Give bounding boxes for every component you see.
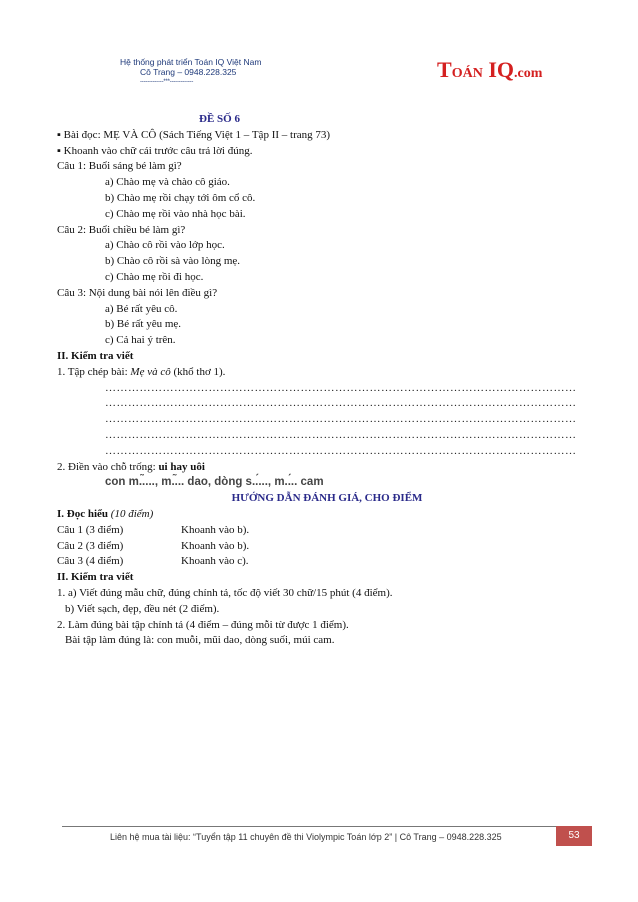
header-line-2: Cô Trang – 0948.228.325 bbox=[140, 67, 237, 77]
answer-row: Câu 3 (4 điểm) Khoanh vào c). bbox=[57, 555, 249, 568]
guide-writing-heading: II. Kiểm tra viết bbox=[57, 571, 134, 584]
question-1-option-a: a) Chào mẹ và chào cô giáo. bbox=[105, 176, 230, 189]
writing-task-2: 2. Điền vào chỗ trống: ui hay uôi bbox=[57, 460, 205, 473]
writing-heading: II. Kiểm tra viết bbox=[57, 349, 134, 362]
guide-writing-2: 2. Làm đúng bài tập chính tả (4 điểm – đúng mỗi từ được 1 điểm). bbox=[57, 618, 349, 631]
footer-divider bbox=[62, 826, 556, 827]
writing-line-4: …………………………………………………………………………………………………………… bbox=[105, 428, 577, 441]
question-2-option-a: a) Chào cô rồi vào lớp học. bbox=[105, 239, 225, 252]
toaniq-logo: TOÁN IQ.com bbox=[437, 57, 543, 82]
question-3-option-b: b) Bé rất yêu mẹ. bbox=[105, 318, 182, 331]
writing-line-1: …………………………………………………………………………………………………………… bbox=[105, 381, 577, 394]
guide-title: HƯỚNG DẪN ĐÁNH GIÁ, CHO ĐIỂM bbox=[231, 492, 423, 505]
question-3: Câu 3: Nội dung bài nói lên điều gì? bbox=[57, 286, 218, 299]
question-1-option-b: b) Chào mẹ rồi chạy tới ôm cổ cô. bbox=[105, 191, 256, 204]
question-2-option-b: b) Chào cô rồi sà vào lòng mẹ. bbox=[105, 255, 241, 268]
guide-reading-heading: I. Đọc hiểu (10 điểm) bbox=[57, 507, 154, 520]
writing-line-5: …………………………………………………………………………………………………………… bbox=[105, 444, 577, 457]
question-3-option-c: c) Cả hai ý trên. bbox=[105, 334, 176, 347]
reading-intro-2: ▪ Khoanh vào chữ cái trước câu trả lời đúng. bbox=[57, 144, 253, 157]
question-3-option-a: a) Bé rất yêu cô. bbox=[105, 302, 178, 315]
reading-intro-1: ▪ Bài đọc: MẸ VÀ CÔ (Sách Tiếng Việt 1 – Tập II – trang 73) bbox=[57, 128, 331, 141]
question-2-option-c: c) Chào mẹ rồi đi học. bbox=[105, 270, 204, 283]
document-body bbox=[57, 112, 597, 649]
header-line-3: -------------***------------- bbox=[140, 79, 194, 85]
question-1: Câu 1: Buổi sáng bé làm gì? bbox=[57, 160, 182, 173]
answer-row: Câu 1 (3 điểm) Khoanh vào b). bbox=[57, 523, 250, 536]
writing-line-3: …………………………………………………………………………………………………………… bbox=[105, 413, 577, 426]
writing-task-1: 1. Tập chép bài: Mẹ và cô (khổ thơ 1). bbox=[57, 365, 226, 378]
fill-in-words: con m..̃..., m..̃.. dao, dòng s..́..., m..́.. cam bbox=[105, 476, 324, 489]
guide-writing-1b: b) Viết sạch, đẹp, đều nét (2 điểm). bbox=[65, 602, 220, 615]
question-1-option-c: c) Chào mẹ rồi vào nhà học bài. bbox=[105, 207, 246, 220]
page-number: 53 bbox=[556, 826, 592, 846]
question-2: Câu 2: Buổi chiều bé làm gì? bbox=[57, 223, 186, 236]
footer-text: Liên hệ mua tài liệu: “Tuyển tập 11 chuyên đề thi Violympic Toán lớp 2” | Cô Trang – 0948.228.325 bbox=[110, 832, 502, 842]
header-line-1: Hệ thống phát triển Toán IQ Việt Nam bbox=[120, 57, 262, 67]
guide-writing-1: 1. a) Viết đúng mẫu chữ, đúng chính tả, tốc độ viết 30 chữ/15 phút (4 điểm). bbox=[57, 586, 393, 599]
answer-row: Câu 2 (3 điểm) Khoanh vào b). bbox=[57, 539, 250, 552]
writing-line-2: …………………………………………………………………………………………………………… bbox=[105, 397, 577, 410]
page-title: ĐỀ SỐ 6 bbox=[199, 113, 240, 125]
guide-writing-2b: Bài tập làm đúng là: con muỗi, mũi dao, dòng suối, múi cam. bbox=[65, 634, 335, 647]
header-block bbox=[120, 57, 261, 87]
